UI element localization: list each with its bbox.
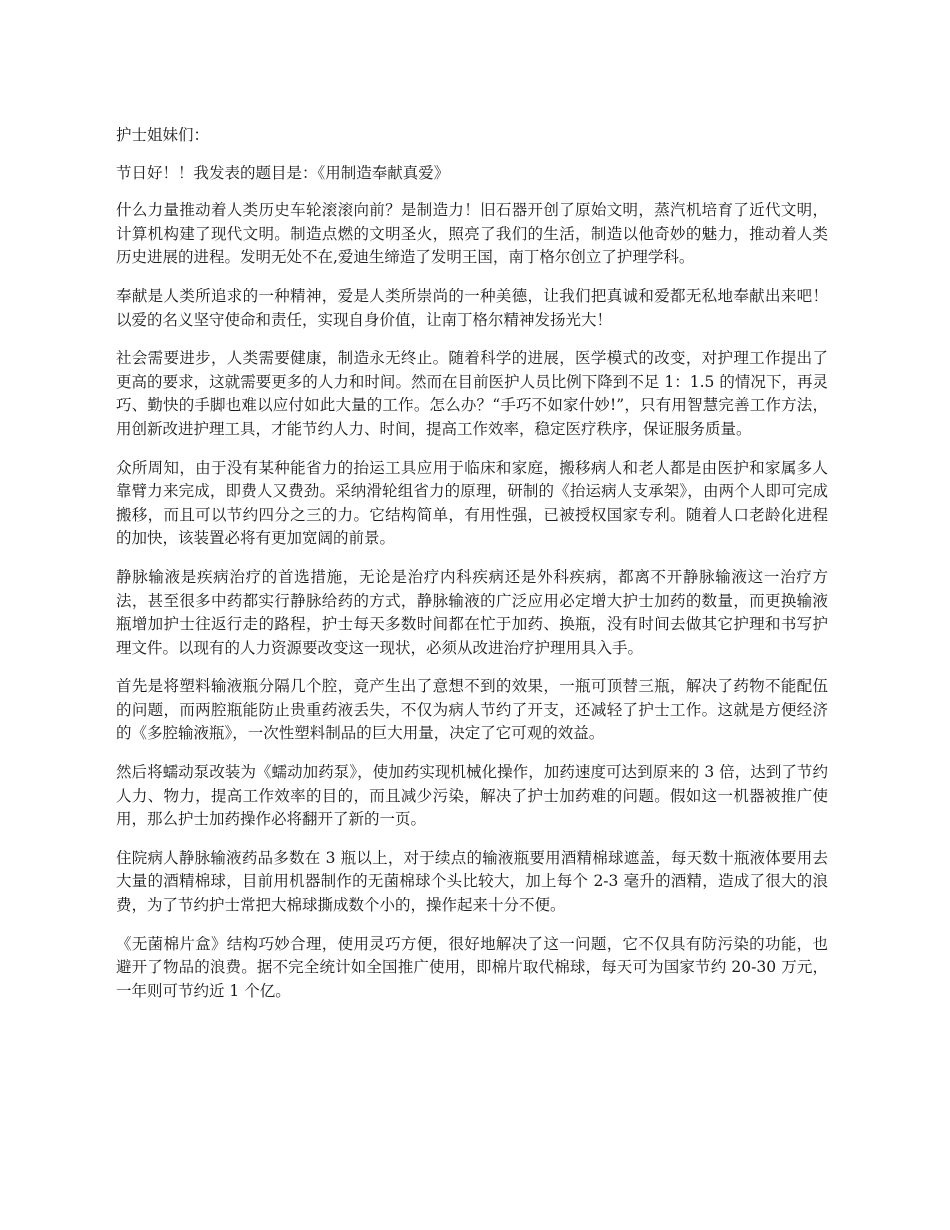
opening-line: 节日好！！我发表的题目是：《用制造奉献真爱》	[116, 163, 450, 182]
document-page	[116, 124, 828, 1018]
paragraph-manufacturing-power: 什么力量推动着人类历史车轮滚滚向前？是制造力！旧石器开创了原始文明，蒸汽机培育了近代文明，计算机构建了现代文明。制造点燃的文明圣火，照亮了我们的生活，制造以他奇妙的魅力，推动着人类历史进展的进程。发明无处不在,爱迪生缔造了发明王国，南丁格尔创立了护理学科。	[116, 201, 828, 267]
salutation: 护士姐妹们：	[116, 126, 210, 144]
paragraph-peristaltic-pump: 然后将蠕动泵改装为《蠕动加药泵》，使加药实现机械化操作，加药速度可达到原来的 3 倍，达到了节约人力、物力，提高工作效率的目的，而且减少污染，解决了护士加药难的问题。假如这一机器被推广使用，那么护士加药操作必将翻开了新的一页。	[116, 763, 828, 829]
paragraph-social-needs: 社会需要进步，人类需要健康，制造永无终止。随着科学的进展，医学模式的改变，对护理工作提出了更高的要求，这就需要更多的人力和时间。然而在目前医护人员比例下降到不足 1：1.5 的情况下，再灵巧、勤快的手脚也难以应付如此大量的工作。怎么办？“手巧不如家什妙!”，只有用智慧完善工作方法，用创新改进护理工具，才能节约人力、时间，提高工作效率，稳定医疗秩序，保证服务质量。	[116, 349, 828, 438]
paragraph-iv-infusion: 静脉输液是疾病治疗的首选措施，无论是治疗内科疾病还是外科疾病，都离不开静脉输液这一治疗方法，甚至很多中药都实行静脉给药的方式，静脉输液的广泛应用必定增大护士加药的数量，而更换输液瓶增加护士往返行走的路程，护士每天多数时间都在忙于加药、换瓶，没有时间去做其它护理和书写护理文件。以现有的人力资源要改变这一现状，必须从改进治疗护理用具入手。	[116, 567, 828, 657]
paragraph-dedication: 奉献是人类所追求的一种精神，爱是人类所崇尚的一种美德，让我们把真诚和爱都无私地奉献出来吧！以爱的名义坚守使命和责任，实现自身价值，让南丁格尔精神发扬光大！	[116, 286, 828, 329]
paragraph-sterile-cotton-box: 《无菌棉片盒》结构巧妙合理，使用灵巧方便，很好地解决了这一问题，它不仅具有防污染的功能，也避开了物品的浪费。据不完全统计如全国推广使用，即棉片取代棉球，每天可为国家节约 20-30 万元，一年则可节约近 1 个亿。	[116, 934, 828, 1000]
paragraph-patient-carrier: 众所周知，由于没有某种能省力的抬运工具应用于临床和家庭，搬移病人和老人都是由医护和家属多人靠臂力来完成，即费人又费劲。采纳滑轮组省力的原理，研制的《抬运病人支承架》，由两个人即可完成搬移，而且可以节约四分之三的力。它结构简单，有用性强，已被授权国家专利。随着人口老龄化进程的加快，该装置必将有更加宽阔的前景。	[116, 458, 828, 548]
paragraph-alcohol-cotton: 住院病人静脉输液药品多数在 3 瓶以上，对于续点的输液瓶要用酒精棉球遮盖，每天数十瓶液体要用去大量的酒精棉球，目前用机器制作的无菌棉球个头比较大，加上每个 2-3 毫升的酒精，造成了很大的浪费，为了节约护士常把大棉球撕成数个小的，操作起来十分不便。	[116, 848, 828, 915]
paragraph-multi-chamber-bottle: 首先是将塑料输液瓶分隔几个腔，竟产生出了意想不到的效果，一瓶可顶替三瓶，解决了药物不能配伍的问题，而两腔瓶能防止贵重药液丢失，不仅为病人节约了开支，还减轻了护士工作。这就是方便经济的《多腔输液瓶》，一次性塑料制品的巨大用量，决定了它可观的效益。	[116, 677, 828, 743]
